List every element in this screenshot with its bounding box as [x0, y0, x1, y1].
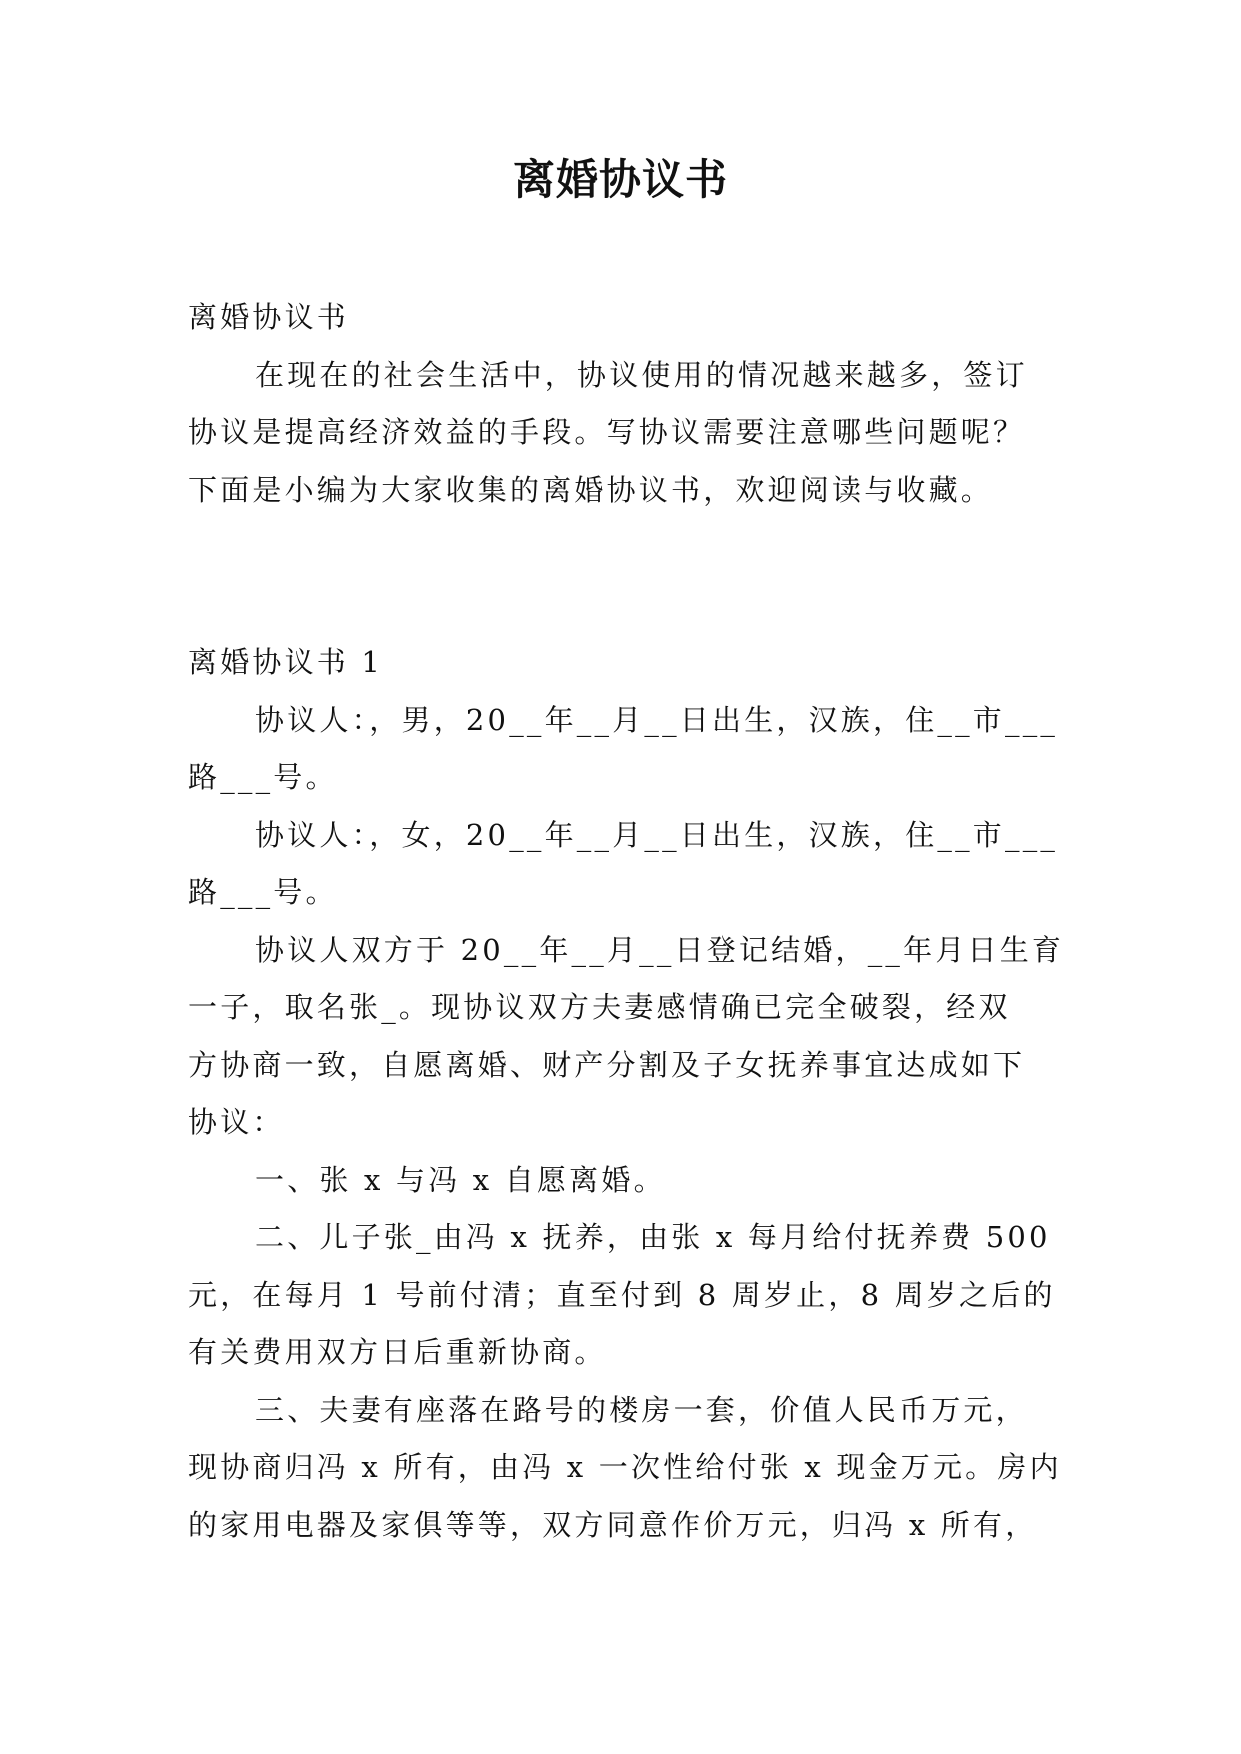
- paragraph-line: 路___号。: [188, 760, 338, 794]
- paragraph-line: 路___号。: [188, 875, 338, 909]
- paragraph-line: 在现在的社会生活中，协议使用的情况越来越多，签订: [255, 357, 1028, 392]
- clause-3: [188, 1382, 1062, 1555]
- intro-paragraph: [188, 347, 1056, 520]
- paragraph-line: 二、儿子张_由冯 x 抚养，由张 x 每月给付抚养费 500: [255, 1220, 1051, 1254]
- paragraph-line: 元，在每月 1 号前付清；直至付到 8 周岁止，8 周岁之后的: [188, 1277, 1056, 1312]
- paragraph-line: 协议人双方于 20__年__月__日登记结婚，__年月日生育: [255, 932, 1065, 967]
- document-body: [188, 289, 1065, 1554]
- marriage-paragraph: [188, 922, 1065, 1152]
- paragraph-line: 方协商一致，自愿离婚、财产分割及子女抚养事宜达成如下: [188, 1047, 1026, 1082]
- paragraph-line: 一、张 x 与冯 x 自愿离婚。: [255, 1162, 666, 1197]
- paragraph-line: 有关费用双方日后重新协商。: [188, 1335, 607, 1369]
- section-gap: [188, 519, 1056, 634]
- document-title: 离婚协议书: [512, 155, 728, 204]
- paragraph-line: 的家用电器及家俱等等，双方同意作价万元，归冯 x 所有，: [188, 1507, 1038, 1542]
- paragraph-line: 三、夫妻有座落在路号的楼房一套，价值人民币万元，: [255, 1392, 1028, 1427]
- clause-1: [188, 1152, 1056, 1210]
- paragraph-line: 协议：: [188, 1105, 285, 1139]
- paragraph-line: 一子，取名张_。现协议双方夫妻感情确已完全破裂，经双: [188, 990, 1011, 1024]
- paragraph-line: 下面是小编为大家收集的离婚协议书，欢迎阅读与收藏。: [188, 472, 994, 507]
- section-heading: 离婚协议书 1: [188, 645, 384, 679]
- party2-paragraph: [188, 807, 1059, 922]
- paragraph-line: 协议是提高经济效益的手段。写协议需要注意哪些问题呢？: [188, 415, 1026, 449]
- paragraph-line: 协议人：，女，20__年__月__日出生，汉族，住__市___: [255, 817, 1059, 852]
- subtitle: 离婚协议书: [188, 300, 350, 334]
- paragraph-line: 现协商归冯 x 所有，由冯 x 一次性给付张 x 现金万元。房内: [188, 1450, 1062, 1484]
- party1-paragraph: [188, 692, 1059, 807]
- paragraph-line: 协议人：，男，20__年__月__日出生，汉族，住__市___: [255, 702, 1059, 737]
- clause-2: [188, 1209, 1056, 1382]
